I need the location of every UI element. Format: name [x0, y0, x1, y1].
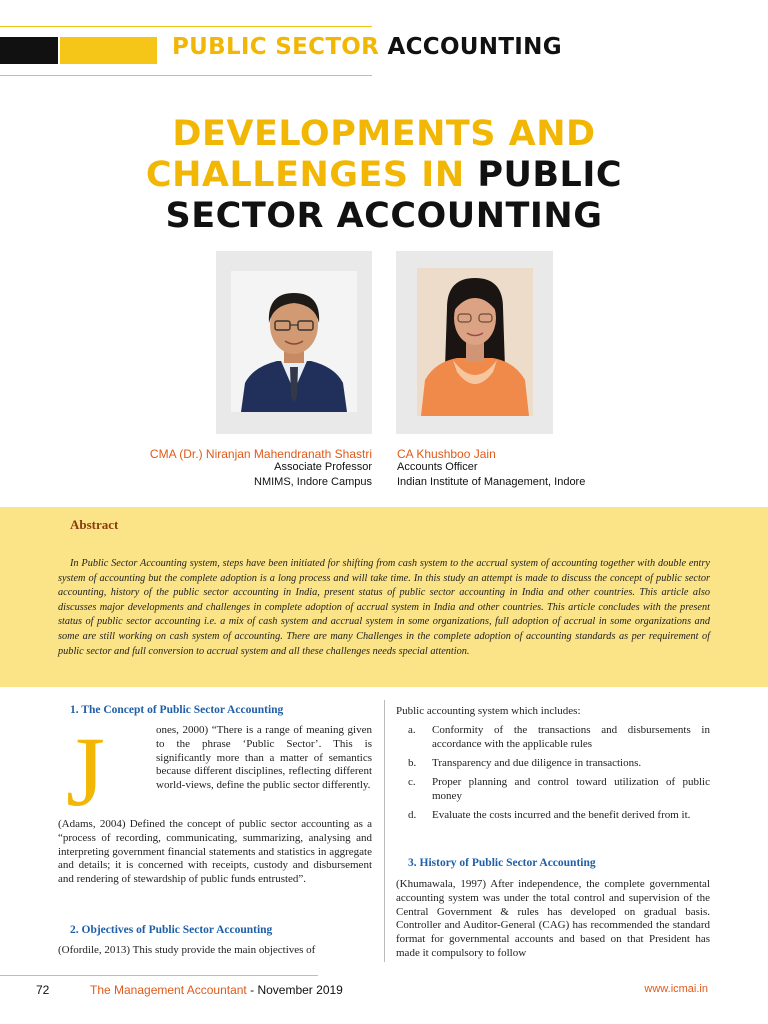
list-item-text: Proper planning and control toward utilization of public money — [432, 776, 710, 802]
header-rule-top — [0, 26, 372, 27]
list-item-text: Transparency and due diligence in transactions. — [432, 757, 642, 769]
list-item — [396, 808, 710, 822]
author-1-photo-frame — [216, 251, 372, 434]
heading-history: 3. History of Public Sector Accounting — [408, 857, 596, 869]
section-label-rest: ACCOUNTING — [387, 34, 562, 60]
drop-cap — [66, 716, 105, 827]
list-item — [396, 723, 710, 751]
author-2-role: Accounts Officer — [397, 461, 478, 473]
publication-name: The Management Accountant — [90, 983, 247, 997]
author-2-org: Indian Institute of Management, Indore — [397, 476, 586, 488]
page-number: 72 — [36, 983, 50, 997]
title-line-2-rest: PUBLIC — [477, 155, 623, 195]
list-item-text: Evaluate the costs incurred and the benefit derived from it. — [432, 809, 691, 821]
drop-cap-letter: J — [66, 716, 105, 827]
title-line-2 — [0, 155, 768, 196]
title-line-1: DEVELOPMENTS AND — [172, 114, 596, 154]
header-yellow-block — [60, 37, 157, 64]
list-item-label: c. — [408, 776, 416, 788]
author-2-photo-frame — [396, 251, 553, 434]
header-black-block — [0, 37, 58, 64]
title-line-3: SECTOR ACCOUNTING — [165, 196, 603, 236]
author-1-name: CMA (Dr.) Niranjan Mahendranath Shastri — [149, 447, 372, 461]
objectives-list — [396, 723, 710, 827]
author-2-name: CA Khushboo Jain — [397, 447, 496, 461]
footer-url: www.icmai.in — [644, 983, 708, 995]
footer-publication: The Management Accountant - November 2019 — [90, 983, 343, 997]
author-2-photo — [417, 268, 533, 416]
title-line-2-highlight: CHALLENGES IN — [145, 155, 465, 195]
abstract-title: Abstract — [70, 517, 119, 532]
list-item — [396, 756, 710, 770]
list-item-text: Conformity of the transactions and disbursements in accordance with the applicable rules — [432, 724, 710, 750]
column-divider — [384, 700, 385, 962]
list-item — [396, 775, 710, 803]
heading-concept: 1. The Concept of Public Sector Accounting — [70, 704, 284, 716]
objectives-intro: Public accounting system which includes: — [396, 705, 581, 717]
objectives-paragraph: (Ofordile, 2013) This study provide the main objectives of — [58, 944, 316, 956]
list-item-label: a. — [408, 724, 416, 736]
author-1-org: NMIMS, Indore Campus — [254, 476, 372, 488]
concept-paragraph-1: ones, 2000) “There is a range of meaning given to the phrase ‘Public Sector’. This is significantly more than a matter of semantics because different disciplines, reflecting different world-views, define the public sector differently. — [156, 724, 372, 792]
section-label — [172, 34, 562, 60]
author-1-role: Associate Professor — [274, 461, 372, 473]
section-label-highlight: PUBLIC SECTOR — [172, 34, 380, 60]
concept-paragraph-2: (Adams, 2004) Defined the concept of public sector accounting as a “process of recording, communicating, summarizing, analysing and interpreting government financial statements and statistics in aggregate and details; it is concerned with receipts, custody and disbursement and rendering of stewardship of public funds entrusted”. — [58, 818, 372, 886]
publication-date: November 2019 — [257, 983, 343, 997]
list-item-label: b. — [408, 757, 417, 769]
heading-objectives: 2. Objectives of Public Sector Accounting — [70, 924, 273, 936]
footer-rule — [0, 975, 318, 976]
article-title — [0, 114, 768, 237]
list-item-label: d. — [408, 809, 417, 821]
author-1-photo — [231, 271, 357, 412]
history-paragraph: (Khumawala, 1997) After independence, the complete governmental accounting system was under the total control and supervision of the Central Government & rules has developed on gradual basis. Controller and Auditor-General (CAG) has recommended the standard format for governmental accounts and based on that President has made it compulsory to follow — [396, 878, 710, 959]
abstract-text: In Public Sector Accounting system, steps have been initiated for shifting from cash system to the accrual system of accounting together with double entry system of accounting but the complete adoption is a long process and will take time. In this study an attempt is made to discuss the concept of public sector accounting, history of the public sector accounting in India, present status of public sector accounting in India and other countries. This article also discusses major developments and challenges in complete adoption of accrual system in India and other countries. This article concludes with the present status of public sector accounting i.e. a mix of cash system and accrual system in some organizations, full adoption of accrual in some organizations and some are still working on cash system of accounting. There are many Challenges in the complete adoption of accounting standards as per requirement of public sector and full conversion to accrual system and all these challenges needs special attention. — [58, 558, 710, 657]
header-rule-bottom — [0, 75, 372, 76]
